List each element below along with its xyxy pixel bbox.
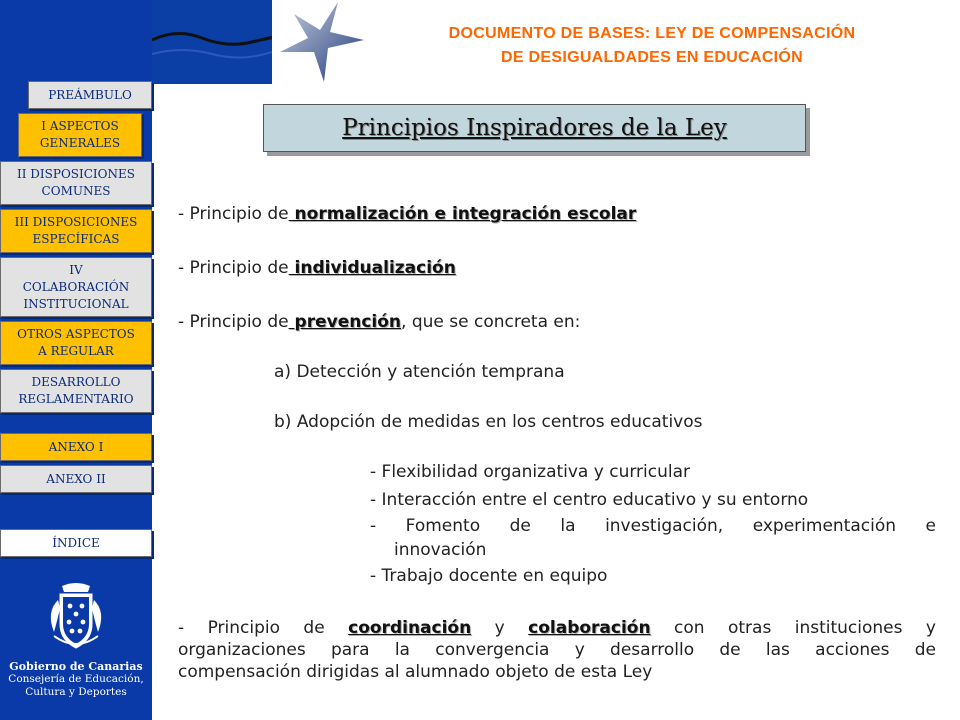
star-logo xyxy=(272,0,372,84)
nav-colab-label-3: INSTITUCIONAL xyxy=(23,296,129,311)
principle-normalizacion xyxy=(178,204,636,224)
principle-prevencion xyxy=(178,312,580,332)
document-title xyxy=(372,22,932,70)
nav-aspectos-label-1: I ASPECTOS xyxy=(41,119,119,133)
nav-indice-button[interactable] xyxy=(0,529,152,557)
principle-prefix: - Principio de xyxy=(178,618,349,638)
star-icon xyxy=(272,0,372,84)
nav-disp-especificas-label-1: III DISPOSICIONES xyxy=(14,215,138,229)
principle-connector: y xyxy=(471,618,529,638)
government-name: Gobierno de Canarias xyxy=(9,660,143,673)
nav-preambulo-button[interactable] xyxy=(28,81,152,109)
subitem-fomento-line1: - Fomento de la investigación, experimentación e xyxy=(370,516,936,536)
nav-indice-label: ÍNDICE xyxy=(52,535,100,550)
nav-otros-label-2: A REGULAR xyxy=(38,344,114,358)
nav-anexo-2-button[interactable] xyxy=(0,465,152,493)
principle-coordinacion-line3: compensación dirigidas al alumnado objeto de esta Ley xyxy=(178,662,653,682)
government-footer xyxy=(0,660,152,699)
department-line-2: Cultura y Deportes xyxy=(25,686,127,698)
subitem-fomento xyxy=(370,516,936,536)
nav-anexo-1-label: ANEXO I xyxy=(48,439,104,454)
principle-highlight: individualización xyxy=(288,258,456,278)
wave-icon xyxy=(152,0,272,84)
nav-colab-label-2: COLABORACIÓN xyxy=(22,279,130,294)
header-wave-graphic xyxy=(152,0,272,84)
principle-highlight-colaboracion: colaboración xyxy=(528,618,651,638)
nav-desarrollo-label-2: REGLAMENTARIO xyxy=(18,392,134,406)
principle-prefix: - Principio de xyxy=(178,204,289,224)
nav-otros-aspectos-button[interactable] xyxy=(0,321,152,365)
principle-suffix: , que se concreta en: xyxy=(401,312,581,332)
nav-disposiciones-especificas-button[interactable] xyxy=(0,209,152,253)
subitem-interaccion: - Interacción entre el centro educativo y su entorno xyxy=(370,490,809,510)
principle-highlight-coordinacion: coordinación xyxy=(348,618,472,638)
document-title-line2: DE DESIGUALDADES EN EDUCACIÓN xyxy=(500,49,804,66)
nav-preambulo-label: PREÁMBULO xyxy=(48,87,132,102)
nav-disp-especificas-label-2: ESPECÍFICAS xyxy=(32,232,120,246)
principle-coordinacion-line1 xyxy=(178,618,936,638)
subitem-flexibilidad: - Flexibilidad organizativa y curricular xyxy=(370,462,690,482)
nav-aspectos-generales-button[interactable] xyxy=(18,113,142,157)
nav-disp-comunes-label-1: II DISPOSICIONES xyxy=(17,167,135,181)
principle-highlight: normalización e integración escolar xyxy=(288,204,637,224)
nav-disposiciones-comunes-button[interactable] xyxy=(0,161,152,205)
nav-aspectos-label-2: GENERALES xyxy=(39,136,121,150)
nav-anexo-2-label: ANEXO II xyxy=(46,471,106,486)
nav-otros-label-1: OTROS ASPECTOS xyxy=(17,327,135,341)
document-title-line1: DOCUMENTO DE BASES: LEY DE COMPENSACIÓN xyxy=(448,25,856,42)
principle-prefix: - Principio de xyxy=(178,312,289,332)
principle-individualizacion xyxy=(178,258,456,278)
nav-desarrollo-label-1: DESARROLLO xyxy=(31,375,121,389)
principle-prefix: - Principio de xyxy=(178,258,289,278)
principle-coordinacion-line2: organizaciones para la convergencia y desarrollo de las acciones de xyxy=(178,640,936,660)
subitem-fomento-line2: innovación xyxy=(394,540,487,560)
item-a-deteccion: a) Detección y atención temprana xyxy=(274,362,565,382)
department-line-1: Consejería de Educación, xyxy=(8,673,144,685)
nav-anexo-1-button[interactable] xyxy=(0,433,152,461)
coat-of-arms-logo xyxy=(38,578,114,654)
nav-colab-label-1: IV xyxy=(69,262,83,277)
nav-disp-comunes-label-2: COMUNES xyxy=(41,184,111,198)
slide-title: Principios Inspiradores de la Ley xyxy=(263,104,806,152)
principle-coordinacion xyxy=(178,618,936,682)
nav-desarrollo-reglamentario-button[interactable] xyxy=(0,369,152,413)
subitem-trabajo-docente: - Trabajo docente en equipo xyxy=(370,566,608,586)
coat-of-arms-icon xyxy=(38,578,114,654)
item-b-adopcion: b) Adopción de medidas en los centros educativos xyxy=(274,412,703,432)
principle-suffix: con otras instituciones y xyxy=(650,618,936,638)
nav-colaboracion-institucional-button[interactable] xyxy=(0,257,152,317)
principle-highlight: prevención xyxy=(288,312,402,332)
